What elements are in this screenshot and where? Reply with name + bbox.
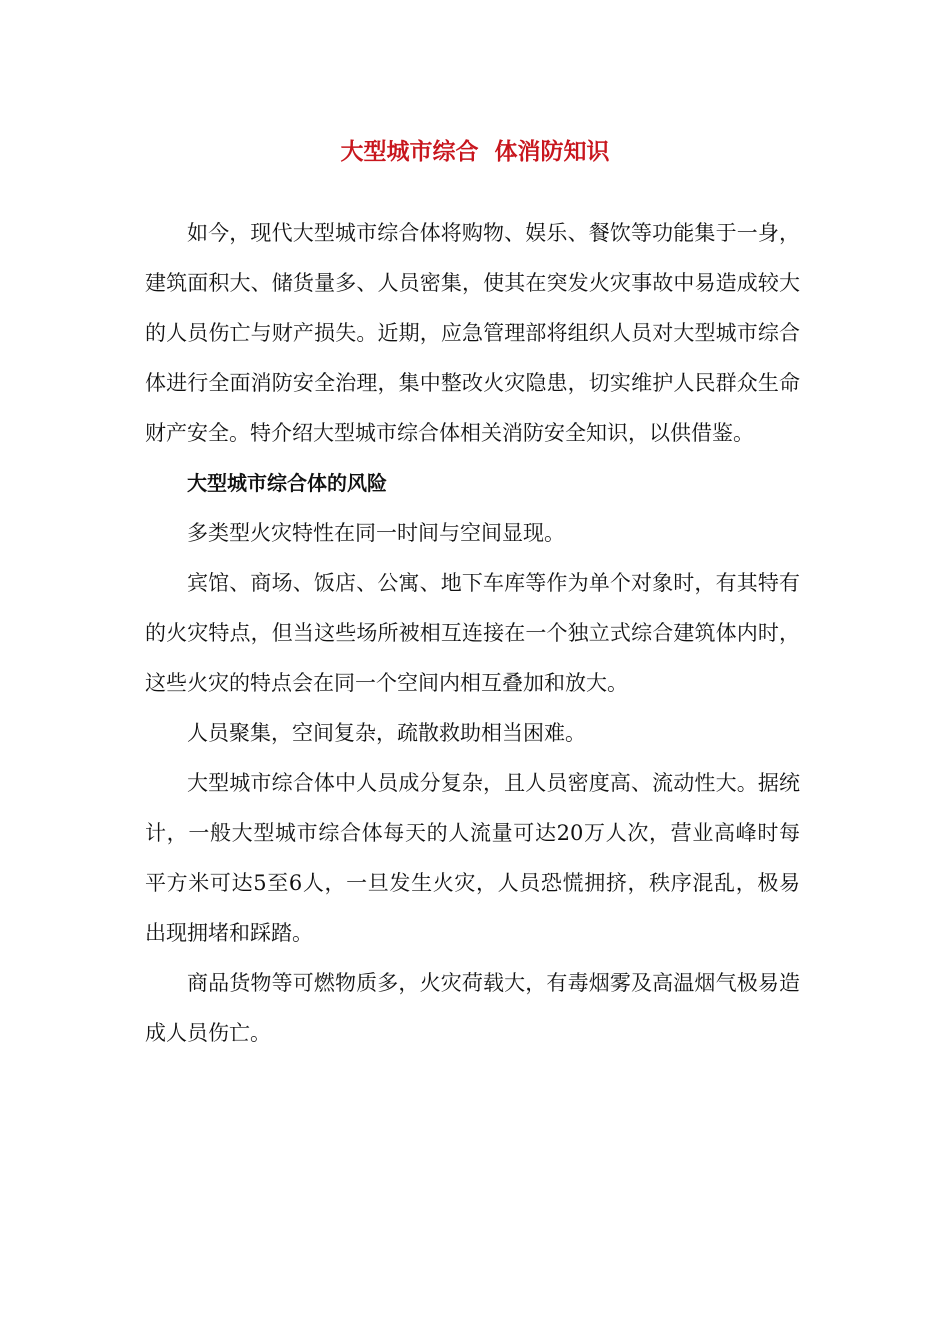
section-paragraph: 大型城市综合体中人员成分复杂，且人员密度高、流动性大。据统计，一般大型城市综合体每天的人流量可达20万人次，营业高峰时每平方米可达5至6人，一旦发生火灾，人员恐慌拥挤，秩序混乱，极易出现拥堵和踩踏。 <box>145 771 800 945</box>
section-paragraph: 人员聚集，空间复杂，疏散救助相当困难。 <box>187 721 586 745</box>
intro-paragraph: 如今，现代大型城市综合体将购物、娱乐、餐饮等功能集于一身，建筑面积大、储货量多、人员密集，使其在突发火灾事故中易造成较大的人员伤亡与财产损失。近期，应急管理部将组织人员对大型城市综合体进行全面消防安全治理，集中整改火灾隐患，切实维护人民群众生命财产安全。特介绍大型城市综合体相关消防安全知识，以供借鉴。 <box>145 221 800 445</box>
document-title: 大型城市综合 体消防知识 <box>340 139 610 165</box>
section-paragraph: 多类型火灾特性在同一时间与空间显现。 <box>187 521 565 545</box>
section-paragraph: 商品货物等可燃物质多，火灾荷载大，有毒烟雾及高温烟气极易造成人员伤亡。 <box>145 971 800 1045</box>
document-body <box>145 208 800 1058</box>
section-heading: 大型城市综合体的风险 <box>187 471 387 495</box>
section-paragraph: 宾馆、商场、饭店、公寓、地下车库等作为单个对象时，有其特有的火灾特点，但当这些场所被相互连接在一个独立式综合建筑体内时，这些火灾的特点会在同一个空间内相互叠加和放大。 <box>145 571 800 695</box>
